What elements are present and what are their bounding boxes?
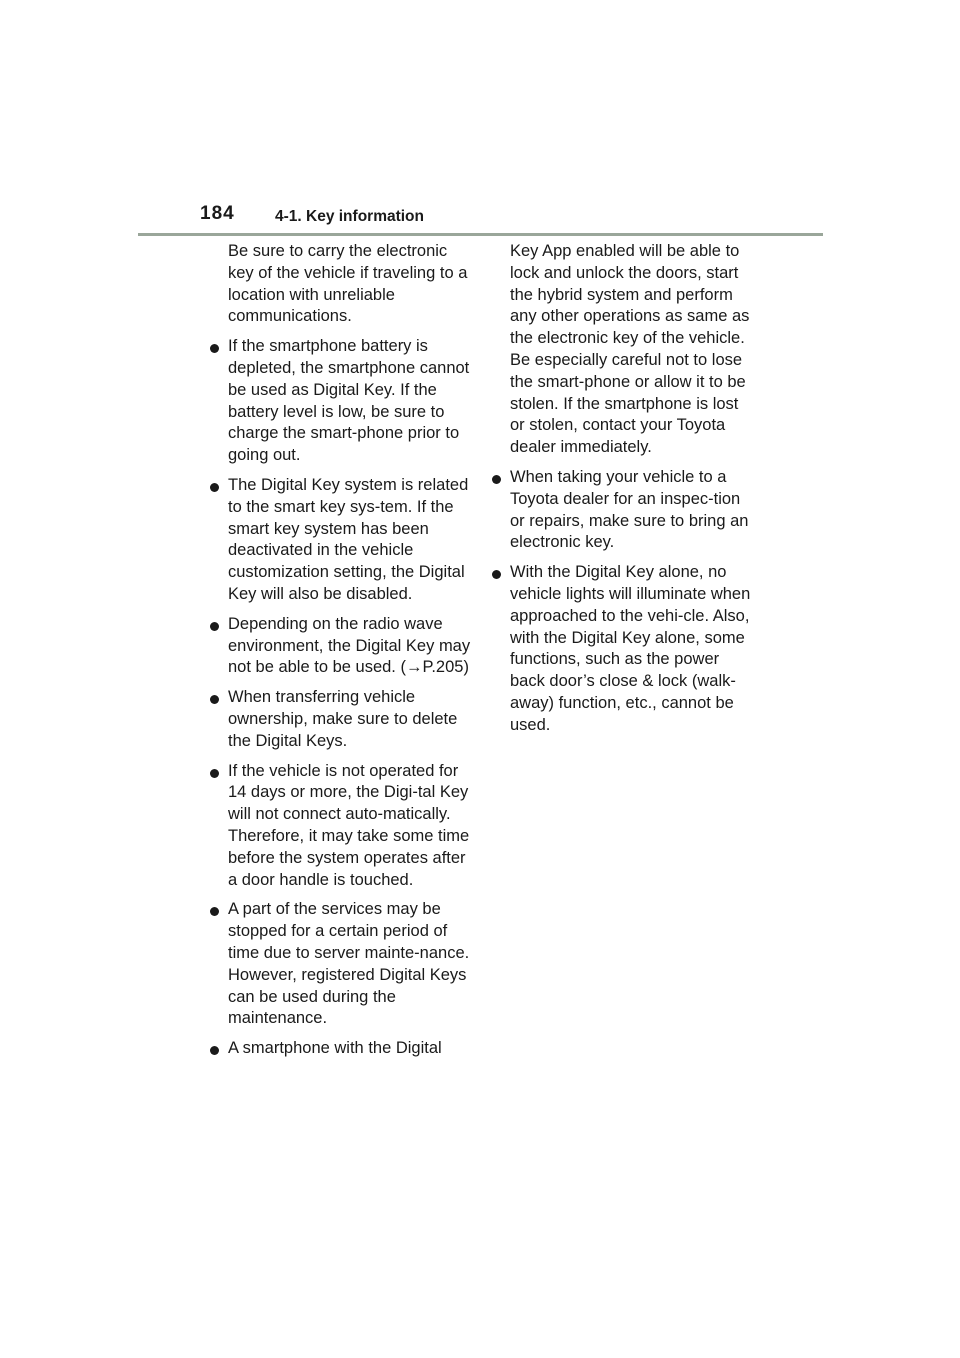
bullet-item [210,899,472,1030]
bullet-icon [210,344,219,353]
bullet-item [210,761,472,892]
bullet-text: Depending on the radio wave environment, the Digital Key may not be able to be used. (→P.205) [228,614,471,677]
bullet-text: If the vehicle is not operated for 14 days or more, the Digi-tal Key will not connect auto-matically. Therefore, it may take some time before the system operates after a door handle is touched. [228,761,470,889]
bullet-text: When taking your vehicle to a Toyota dealer for an inspec-tion or repairs, make sure to bring an electronic key. [510,467,749,552]
bullet-text: With the Digital Key alone, no vehicle lights will illuminate when approached to the vehi-cle. Also, with the Digital Key alone, some functions, such as the power back door’s close & lock (walk-away) function, etc., cannot be used. [510,563,751,734]
section-title: 4-1. Key information [275,208,424,225]
continuation-text: Be sure to carry the electronic key of the vehicle if traveling to a location with unreliable communications. [228,242,468,326]
bullet-text: If the smartphone battery is depleted, the smartphone cannot be used as Digital Key. If the battery level is low, be sure to charge the smart-phone prior to going out. [228,337,470,465]
bullet-text: A smartphone with the Digital [228,1039,442,1058]
bullet-item [492,467,754,554]
bullet-icon [210,695,219,704]
page-header [0,0,960,240]
bullet-icon [210,1046,219,1055]
bullet-icon [210,769,219,778]
bullet-icon [492,475,501,484]
bullet-item [210,336,472,467]
bullet-item [210,687,472,752]
bullet-icon [210,622,219,631]
right-column [492,241,754,745]
bullet-text: The Digital Key system is related to the smart key sys-tem. If the smart key system has been deactivated in the vehicle customization setting, the Digital Key will also be disabled. [228,475,469,603]
bullet-icon [210,483,219,492]
header-divider [138,233,823,236]
continuation-text: Key App enabled will be able to lock and unlock the doors, start the hybrid system and perform any other operations as same as the electronic key of the vehicle. Be especially careful not to lose the smart-phone or allow it to be stolen. If the smartphone is lost or stolen, contact your Toyota dealer immediately. [510,242,750,457]
bullet-text: A part of the services may be stopped for a certain period of time due to server mainte-nance. However, registered Digital Keys can be used during the maintenance. [228,900,470,1028]
bullet-text: When transferring vehicle ownership, make sure to delete the Digital Keys. [228,688,458,750]
bullet-item [210,1038,472,1060]
bullet-item [210,475,472,606]
bullet-icon [210,907,219,916]
page-number: 184 [200,203,235,224]
bullet-icon [492,570,501,579]
left-column [210,241,472,1068]
bullet-item [210,614,472,679]
bullet-item [492,562,754,736]
